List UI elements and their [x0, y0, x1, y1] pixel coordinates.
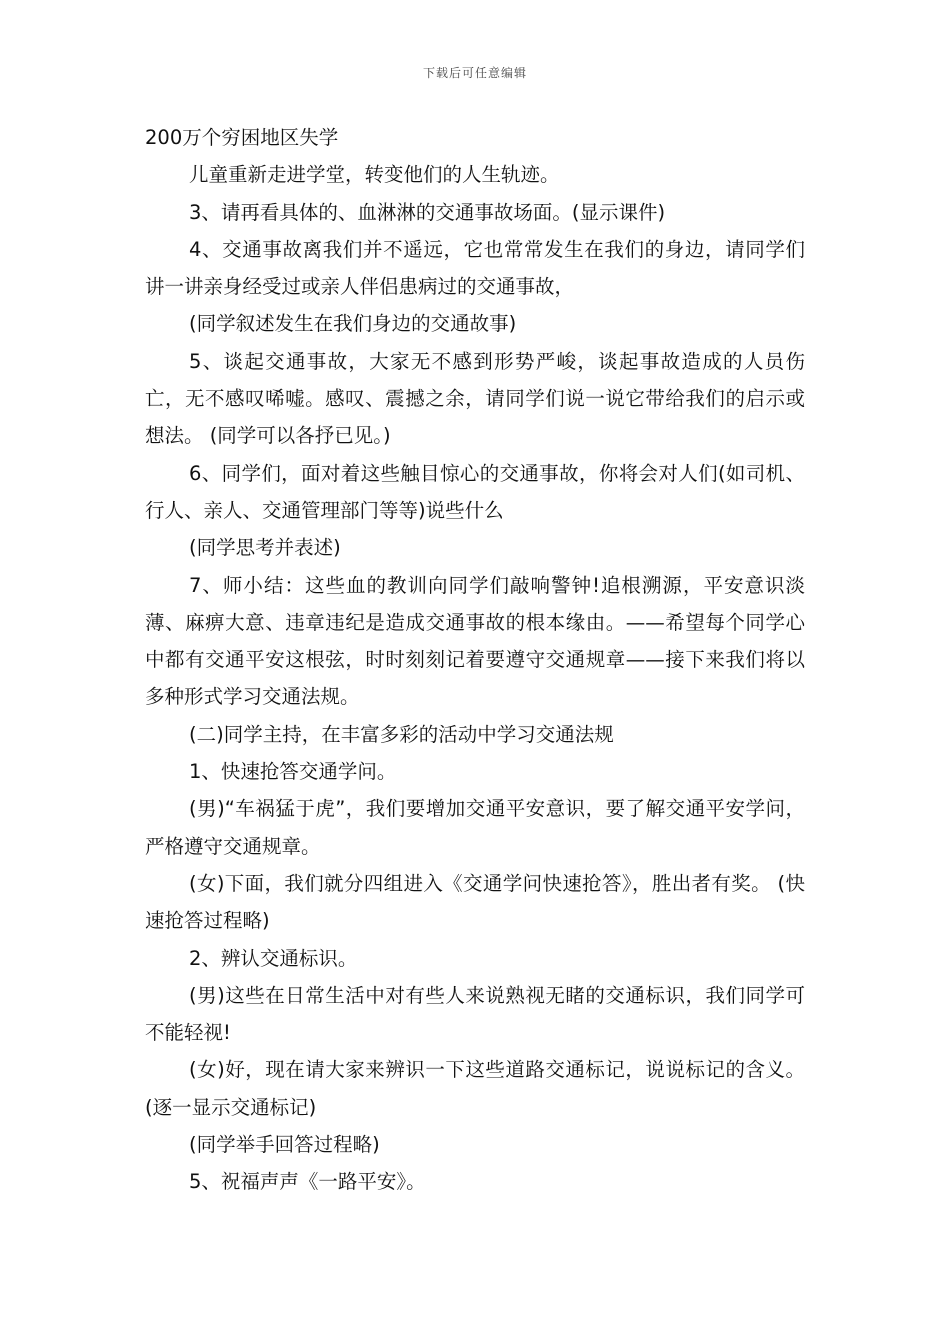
paragraph: (男)“车祸猛于虎”，我们要增加交通平安意识，要了解交通平安学问，严格遵守交通规章。 [145, 797, 805, 858]
paragraph: (同学叙述发生在我们身边的交通故事) [189, 312, 517, 336]
paragraph: (同学思考并表述) [189, 536, 341, 560]
paragraph: 儿童重新走进学堂，转变他们的人生轨迹。 [189, 163, 560, 187]
paragraph: 2、辨认交通标识。 [189, 946, 358, 970]
paragraph: 3、请再看具体的、血淋淋的交通事故场面。(显示课件) [189, 200, 666, 224]
paragraph: 5、谈起交通事故，大家无不感到形势严峻，谈起事故造成的人员伤亡，无不感叹唏嘘。感叹、震撼之余，请同学们说一说它带给我们的启示或想法。 (同学可以各抒已见。) [145, 349, 805, 448]
paragraph: (二)同学主持，在丰富多彩的活动中学习交通法规 [189, 722, 614, 746]
paragraph: (女)好，现在请大家来辨识一下这些道路交通标记，说说标记的含义。(逐一显示交通标记) [145, 1058, 805, 1119]
paragraph: 200万个穷困地区失学 [145, 126, 339, 149]
paragraph: 7、师小结：这些血的教训向同学们敲响警钟!追根溯源，平安意识淡薄、麻痹大意、违章违纪是造成交通事故的根本缘由。——希望每个同学心中都有交通平安这根弦，时时刻刻记着要遵守交通规章——接下来我们将以多种形式学习交通法规。 [145, 573, 805, 709]
paragraph: 6、同学们，面对着这些触目惊心的交通事故，你将会对人们(如司机、行人、亲人、交通管理部门等等)说些什么 [145, 461, 805, 522]
paragraph: 1、快速抢答交通学问。 [189, 760, 397, 784]
paragraph: 4、交通事故离我们并不遥远，它也常常发生在我们的身边，请同学们讲一讲亲身经受过或亲人伴侣患病过的交通事故， [145, 237, 805, 299]
paragraph: (女)下面，我们就分四组进入《交通学问快速抢答》，胜出者有奖。 (快速抢答过程略) [145, 871, 805, 933]
page-header: 下载后可任意编辑 [422, 66, 527, 80]
paragraph: (男)这些在日常生活中对有些人来说熟视无睹的交通标识，我们同学可不能轻视! [145, 983, 805, 1045]
document-body [145, 119, 805, 1201]
paragraph: 5、祝福声声《一路平安》。 [189, 1170, 426, 1194]
paragraph: (同学举手回答过程略) [189, 1133, 380, 1157]
